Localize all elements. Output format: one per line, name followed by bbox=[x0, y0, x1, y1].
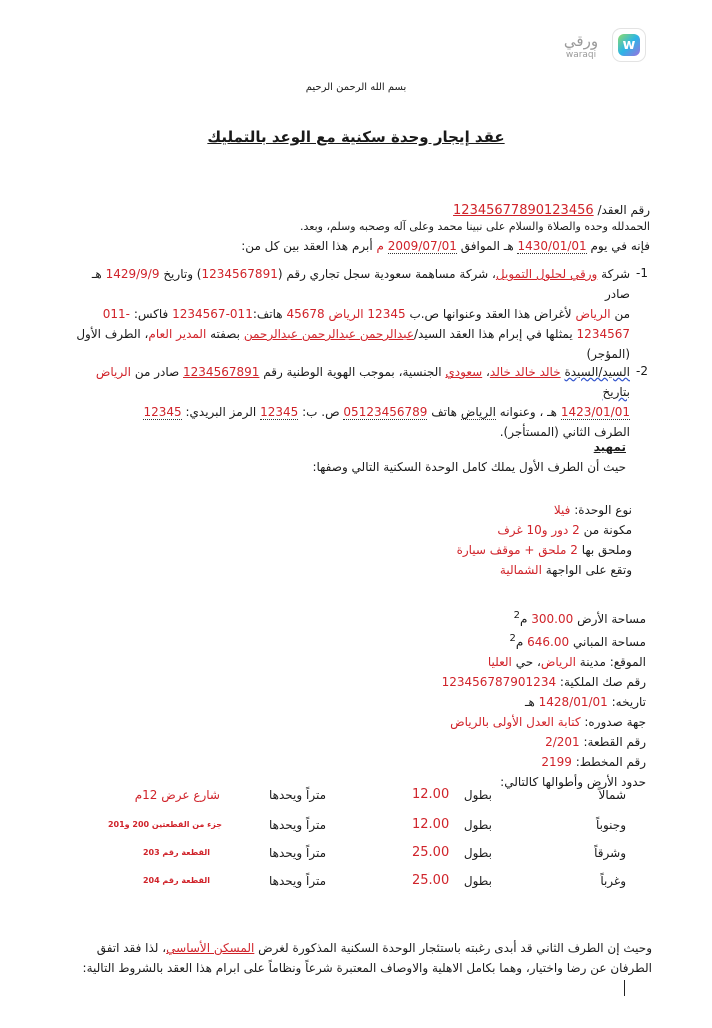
contract-number: 12345677890123456 bbox=[453, 203, 594, 218]
contract-date-line: فإنه في يوم 1430/01/01 هـ الموافق 2009/07/01 م أبرم هذا العقد بين كل من: bbox=[241, 239, 650, 253]
bounds-row: وغرباً بطول 25.00 متراً ويحدها القطعة رقم 204 bbox=[142, 873, 626, 888]
logo-arabic-text: ورقي bbox=[563, 32, 599, 50]
page-title: عقد إيجار وحدة سكنية مع الوعد بالتمليك bbox=[207, 128, 505, 146]
closing-paragraph: وحيث إن الطرف الثاني قد أبدى رغبته باستئجار الوحدة السكنية المذكورة لغرض المسكن الأساسي، لذا فقد اتفق الطرفان عن رضا واختيار، وهما بكامل الاهلية والاوصاف المعتبرة شرعاً ونظاماً على ابرام هذا العقد بالشروط التالية: bbox=[82, 941, 652, 975]
logo-latin-text: waraqi bbox=[565, 50, 597, 60]
party1-number: -1 bbox=[636, 266, 648, 280]
praise-line: الحمدلله وحده والصلاة والسلام على نبينا محمد وعلى آله وصحبه وسلم، وبعد. bbox=[300, 220, 650, 233]
contract-number-line: رقم العقد/ 12345677890123456 bbox=[453, 203, 650, 218]
bounds-row: وشرقاً بطول 25.00 متراً ويحدها القطعة رقم 203 bbox=[142, 845, 626, 860]
party2-number: -2 bbox=[636, 364, 648, 378]
waraqi-logo-icon: w bbox=[612, 28, 646, 62]
unit-description: نوع الوحدة: فيلا مكونة من 2 دور و10 غرف وملحق بها 2 ملحق + موقف سيارة وتقع على الواجهة الشمالية bbox=[456, 503, 632, 577]
property-details: مساحة الأرض 300.00 م$^2$ مساحة المباني 646.00 م$^2$ الموقع: مدينة الرياض، حي العليا رقم صك الملكية: 123456787901234 تاريخه: 1428/01/01 هـ جهة صدوره: كتابة العدل الأولى بالرياض رقم القطعة: 2/201 رقم المخطط: 2199 حدود الأرض وأطوالها كالتالي: bbox=[441, 610, 646, 789]
preamble-intro: حيث أن الطرف الأول يملك كامل الوحدة السكنية التالي وصفها: bbox=[312, 460, 626, 474]
party2-block: السيد/السيدة خالد خالد خالد، سعودي الجنسية، بموجب الهوية الوطنية رقم 1234567891 صادر من الرياض بتاريخ 1423/01/01 هـ ، وعنوانه الرياض هاتف 05123456789 ص. ب: 12345 الرمز البريدي: 12345 الطرف الثاني (المستأجر). bbox=[95, 365, 630, 439]
text-cursor bbox=[624, 980, 625, 996]
basmala: بسم الله الرحمن الرحيم bbox=[305, 82, 407, 93]
party1-block: شركة ورقي لحلول التمويل، شركة مساهمة سعودية سجل تجاري رقم (1234567891) وتاريخ 1429/9/9 هـ صادر من الرياض لأغراض هذا العقد وعنوانها ص.ب 12345 الرياض 45678 هاتف:011-1234567 فاكس: -011 1234567 يمثلها في إبرام هذا العقد السيد/عبدالرحمن عبدالرحمن عبدالرحمن بصفته المدير العام، الطرف الأول (المؤجر) bbox=[76, 267, 630, 361]
preamble-heading: تمهيد bbox=[593, 440, 626, 454]
bounds-table bbox=[0, 786, 712, 896]
bounds-row: شمالاً بطول 12.00 متراً ويحدها شارع عرض 12م bbox=[134, 787, 626, 802]
bounds-row: وجنوباً بطول 12.00 متراً ويحدها جزء من القطعتين 200 و201 bbox=[107, 817, 626, 832]
